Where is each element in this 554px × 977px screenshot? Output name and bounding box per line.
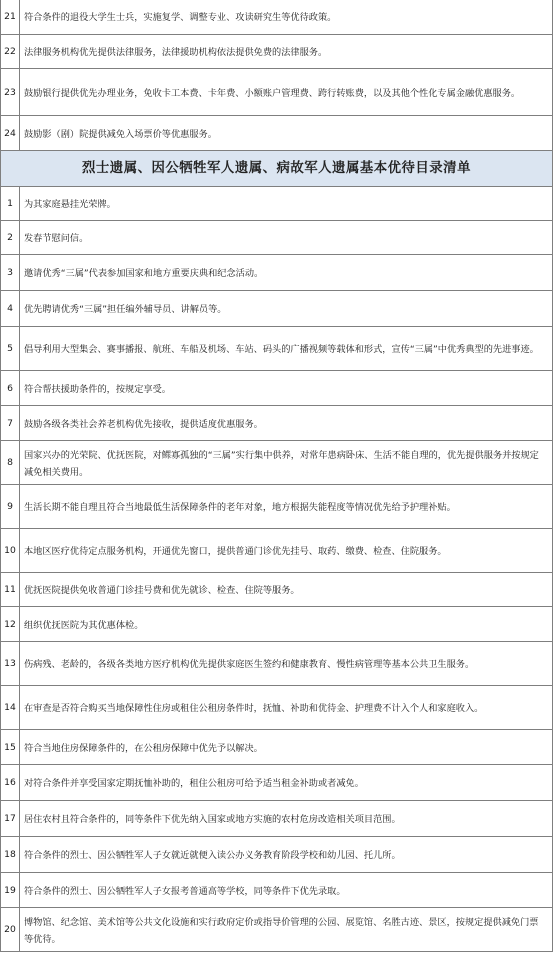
row-text: 邀请优秀“三属”代表参加国家和地方重要庆典和纪念活动。	[20, 255, 553, 291]
row-text: 发春节慰问信。	[20, 221, 553, 255]
row-text: 优先聘请优秀“三属”担任编外辅导员、讲解员等。	[20, 291, 553, 327]
table-row	[1, 221, 553, 255]
row-number: 9	[1, 485, 20, 529]
row-number: 11	[1, 573, 20, 607]
row-text: 符合条件的退役大学生士兵，实施复学、调整专业、攻读研究生等优待政策。	[20, 0, 553, 35]
table-row	[1, 187, 553, 221]
row-number: 4	[1, 291, 20, 327]
table-row	[1, 873, 553, 908]
row-number: 20	[1, 908, 20, 952]
table-row	[1, 441, 553, 485]
table-row	[1, 291, 553, 327]
row-number: 14	[1, 686, 20, 730]
table-row	[1, 371, 553, 406]
table-row	[1, 485, 553, 529]
row-number: 8	[1, 441, 20, 485]
table-row	[1, 255, 553, 291]
row-text: 鼓励各级各类社会养老机构优先接收，提供适度优惠服务。	[20, 406, 553, 441]
row-text: 对符合条件并享受国家定期抚恤补助的，租住公租房可给予适当租金补助或者减免。	[20, 765, 553, 801]
table-row	[1, 642, 553, 686]
row-number: 22	[1, 35, 20, 69]
row-text: 符合帮扶援助条件的，按规定享受。	[20, 371, 553, 406]
table-row	[1, 69, 553, 116]
table-row	[1, 765, 553, 801]
row-text: 居住农村且符合条件的，同等条件下优先纳入国家或地方实施的农村危房改造相关项目范围。	[20, 801, 553, 837]
table-row	[1, 327, 553, 371]
table-row	[1, 801, 553, 837]
row-text: 倡导利用大型集会、赛事播报、航班、车船及机场、车站、码头的广播视频等载体和形式，宣传“三属”中优秀典型的先进事迹。	[20, 327, 553, 371]
row-number: 18	[1, 837, 20, 873]
row-text: 在审查是否符合购买当地保障性住房或租住公租房条件时，抚恤、补助和优待金、护理费不计入个人和家庭收入。	[20, 686, 553, 730]
row-number: 17	[1, 801, 20, 837]
row-text: 国家兴办的光荣院、优抚医院，对鳏寡孤独的“三属”实行集中供养，对常年患病卧床、生活不能自理的，优先提供服务并按规定减免相关费用。	[20, 441, 553, 485]
table-row	[1, 837, 553, 873]
table-row	[1, 0, 553, 35]
section-title: 烈士遗属、因公牺牲军人遗属、病故军人遗属基本优待目录清单	[1, 151, 553, 187]
section-heading-row	[1, 151, 553, 187]
row-text: 符合条件的烈士、因公牺牲军人子女就近就便入读公办义务教育阶段学校和幼儿园、托儿所。	[20, 837, 553, 873]
table-row	[1, 116, 553, 151]
row-text: 鼓励影（剧）院提供减免入场票价等优惠服务。	[20, 116, 553, 151]
row-text: 博物馆、纪念馆、美术馆等公共文化设施和实行政府定价或指导价管理的公园、展览馆、名胜古迹、景区，按规定提供减免门票等优待。	[20, 908, 553, 952]
row-number: 19	[1, 873, 20, 908]
row-text: 优抚医院提供免收普通门诊挂号费和优先就诊、检查、住院等服务。	[20, 573, 553, 607]
row-text: 生活长期不能自理且符合当地最低生活保障条件的老年对象，地方根据失能程度等情况优先给予护理补贴。	[20, 485, 553, 529]
row-number: 23	[1, 69, 20, 116]
table-row	[1, 529, 553, 573]
table-row	[1, 607, 553, 642]
table-row	[1, 573, 553, 607]
row-number: 3	[1, 255, 20, 291]
row-number: 13	[1, 642, 20, 686]
row-number: 21	[1, 0, 20, 35]
row-number: 6	[1, 371, 20, 406]
row-number: 1	[1, 187, 20, 221]
row-text: 本地区医疗优待定点服务机构，开通优先窗口，提供普通门诊优先挂号、取药、缴费、检查、住院服务。	[20, 529, 553, 573]
row-text: 符合条件的烈士、因公牺牲军人子女报考普通高等学校，同等条件下优先录取。	[20, 873, 553, 908]
row-number: 15	[1, 730, 20, 765]
row-text: 符合当地住房保障条件的，在公租房保障中优先予以解决。	[20, 730, 553, 765]
row-text: 伤病残、老龄的，各级各类地方医疗机构优先提供家庭医生签约和健康教育、慢性病管理等基本公共卫生服务。	[20, 642, 553, 686]
table-row	[1, 730, 553, 765]
row-text: 组织优抚医院为其优惠体检。	[20, 607, 553, 642]
row-text: 法律服务机构优先提供法律服务，法律援助机构依法提供免费的法律服务。	[20, 35, 553, 69]
row-number: 24	[1, 116, 20, 151]
row-number: 7	[1, 406, 20, 441]
table-row	[1, 686, 553, 730]
row-text: 鼓励银行提供优先办理业务，免收卡工本费、卡年费、小额账户管理费、跨行转账费，以及其他个性化专属金融优惠服务。	[20, 69, 553, 116]
row-number: 5	[1, 327, 20, 371]
table-row	[1, 908, 553, 952]
row-text: 为其家庭悬挂光荣牌。	[20, 187, 553, 221]
row-number: 16	[1, 765, 20, 801]
table-row	[1, 35, 553, 69]
table-row	[1, 406, 553, 441]
row-number: 10	[1, 529, 20, 573]
row-number: 12	[1, 607, 20, 642]
row-number: 2	[1, 221, 20, 255]
